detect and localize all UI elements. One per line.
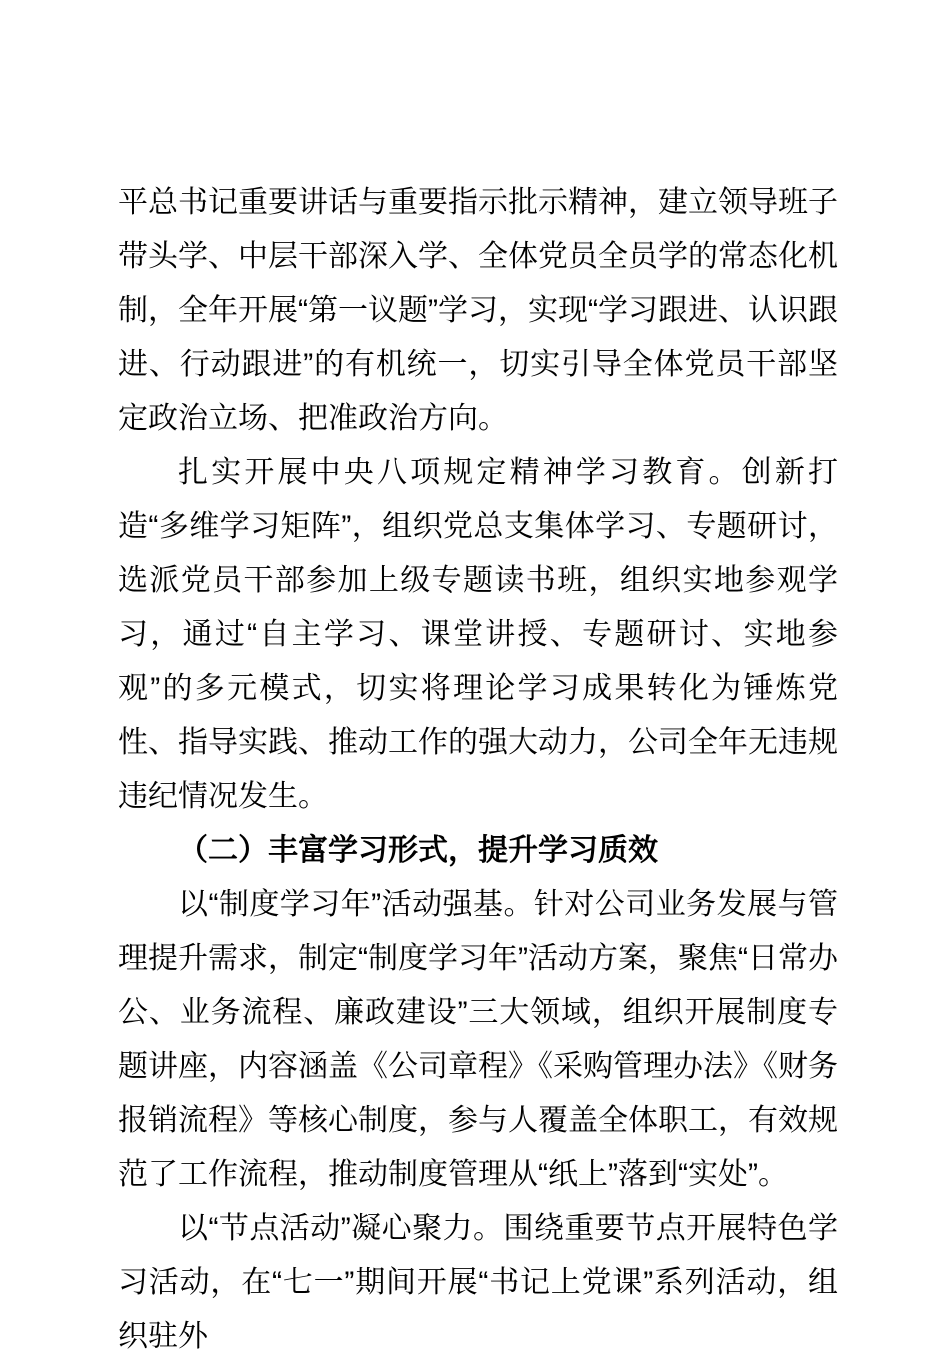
document-text-body: [118, 176, 838, 1364]
section-heading-two: （二）丰富学习形式，提升学习质效: [178, 834, 658, 867]
paragraph-continued-from-previous-page: 平总书记重要讲话与重要指示批示精神，建立领导班子带头学、中层干部深入学、全体党员全员学的常态化机制，全年开展“第一议题”学习，实现“学习跟进、认识跟进、行动跟进”的有机统一，切实引导全体党员干部坚定政治立场、把准政治方向。: [118, 186, 838, 435]
paragraph-system-learning-year: 以“制度学习年”活动强基。针对公司业务发展与管理提升需求，制定“制度学习年”活动方案，聚焦“日常办公、业务流程、廉政建设”三大领域，组织开展制度专题讲座，内容涵盖《公司章程》《采购管理办法》《财务报销流程》等核心制度，参与人覆盖全体职工，有效规范了工作流程，推动制度管理从“纸上”落到“实处”。: [118, 888, 838, 1191]
paragraph-central-eight-rules-education: 扎实开展中央八项规定精神学习教育。创新打造“多维学习矩阵”，组织党总支集体学习、专题研讨，选派党员干部参加上级专题读书班，组织实地参观学习，通过“自主学习、课堂讲授、专题研讨、实地参观”的多元模式，切实将理论学习成果转化为锤炼党性、指导实践、推动工作的强大动力，公司全年无违规违纪情况发生。: [118, 456, 838, 813]
paragraph-node-activities: 以“节点活动”凝心聚力。围绕重要节点开展特色学习活动，在“七一”期间开展“书记上党课”系列活动，组织驻外: [118, 1212, 838, 1353]
